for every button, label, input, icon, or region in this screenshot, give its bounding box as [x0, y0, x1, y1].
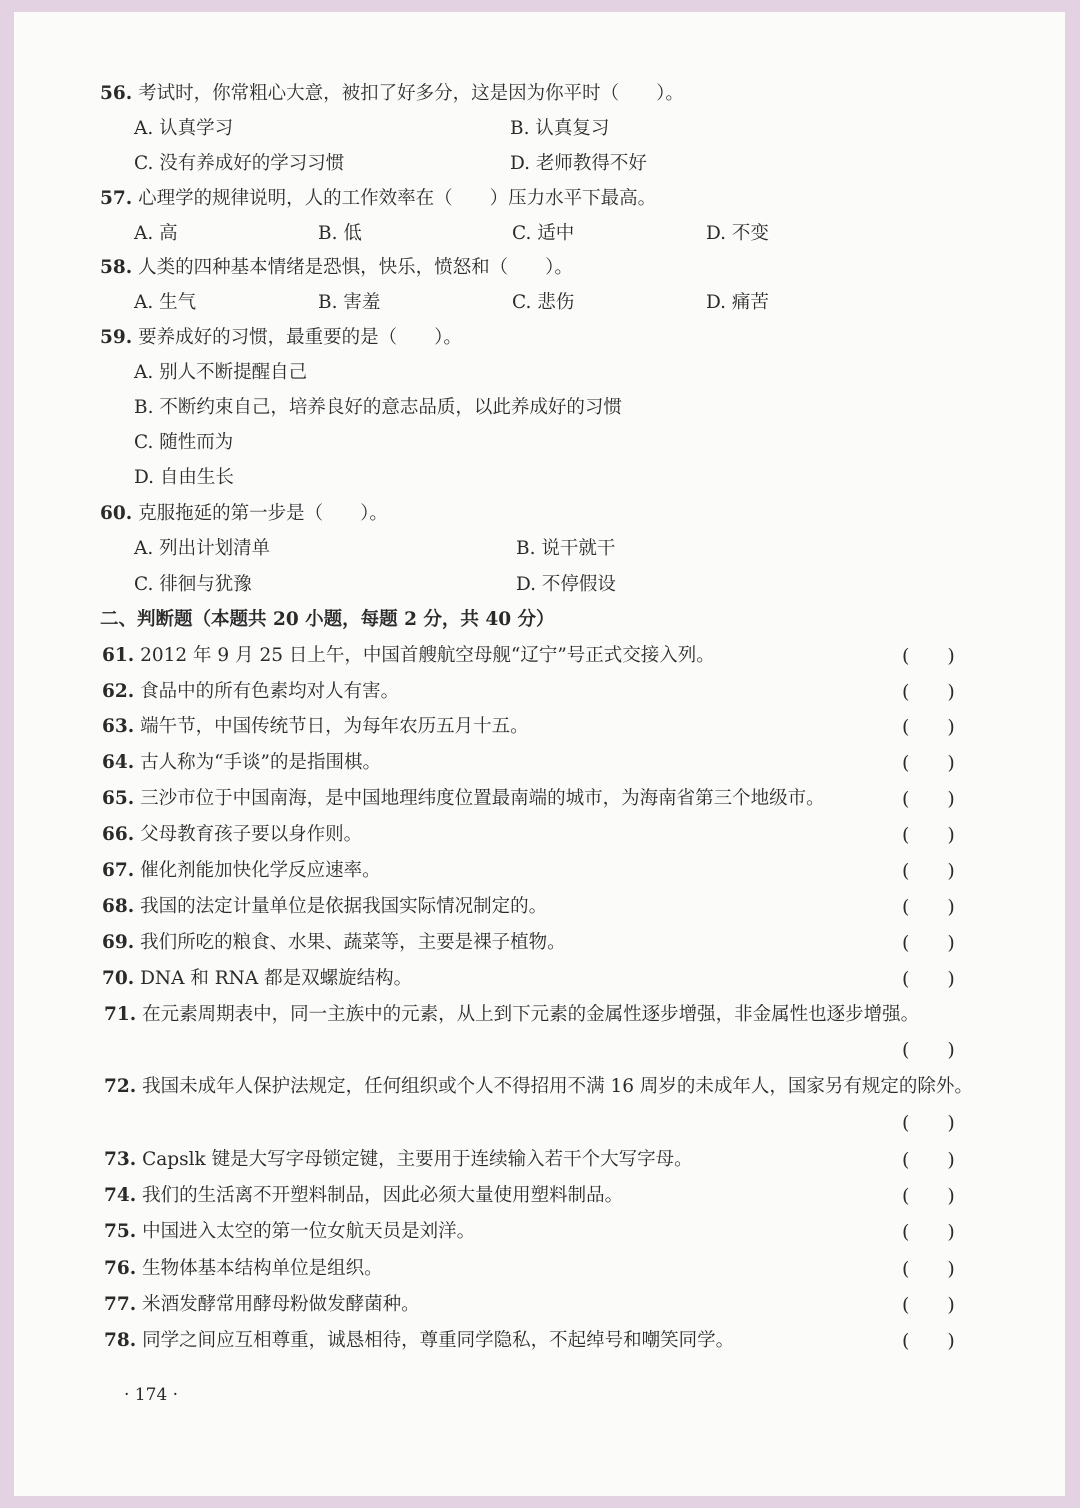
- question-text: 催化剂能加快化学反应速率。: [140, 860, 381, 881]
- question-75: [104, 1220, 475, 1244]
- question-72: [104, 1075, 973, 1099]
- question-number: 57.: [100, 188, 133, 209]
- exam-page: [14, 12, 1065, 1496]
- option-57-c: C. 适中: [512, 223, 575, 244]
- question-text: Capslk 键是大写字母锁定键，主要用于连续输入若干个大写字母。: [142, 1149, 693, 1170]
- question-stem: 克服拖延的第一步是（ ）。: [138, 503, 388, 524]
- question-text: 我们所吃的粮食、水果、蔬菜等，主要是裸子植物。: [140, 932, 566, 953]
- question-69: [102, 931, 566, 955]
- option-58-d: D. 痛苦: [706, 292, 769, 313]
- question-74: [104, 1184, 623, 1208]
- question-text: 米酒发酵常用酵母粉做发酵菌种。: [142, 1294, 420, 1315]
- question-number: 63.: [102, 716, 135, 737]
- option-57-d: D. 不变: [706, 223, 769, 244]
- question-stem: 人类的四种基本情绪是恐惧，快乐，愤怒和（ ）。: [138, 257, 573, 278]
- answer-blank-63[interactable]: ( ): [902, 716, 955, 738]
- question-text: 生物体基本结构单位是组织。: [142, 1258, 383, 1279]
- answer-blank-67[interactable]: ( ): [902, 860, 955, 882]
- option-60-b: B. 说干就干: [516, 538, 616, 559]
- question-66: [102, 823, 362, 847]
- question-63: [102, 715, 529, 739]
- question-number: 71.: [104, 1004, 137, 1025]
- option-58-c: C. 悲伤: [512, 292, 575, 313]
- question-number: 68.: [102, 896, 135, 917]
- option-60-a: A. 列出计划清单: [134, 538, 271, 559]
- section-title: 二、判断题（本题共 20 小题，每题 2 分，共 40 分）: [100, 609, 555, 630]
- answer-blank-70[interactable]: ( ): [902, 968, 955, 990]
- question-stem: 要养成好的习惯，最重要的是（ ）。: [138, 327, 462, 348]
- question-68: [102, 895, 547, 919]
- option-56-a: A. 认真学习: [134, 118, 234, 139]
- question-57: [100, 187, 656, 211]
- option-60-d: D. 不停假设: [516, 574, 616, 595]
- question-71: [104, 1003, 919, 1027]
- question-number: 61.: [102, 645, 135, 666]
- question-73: [104, 1148, 693, 1172]
- question-text: 我们的生活离不开塑料制品，因此必须大量使用塑料制品。: [142, 1185, 624, 1206]
- answer-blank-74[interactable]: ( ): [902, 1185, 955, 1207]
- question-text: 端午节，中国传统节日，为每年农历五月十五。: [140, 716, 529, 737]
- question-64: [102, 751, 381, 775]
- question-text: 在元素周期表中，同一主族中的元素，从上到下元素的金属性逐步增强，非金属性也逐步增强。: [142, 1004, 920, 1025]
- question-text: DNA 和 RNA 都是双螺旋结构。: [140, 968, 413, 989]
- question-number: 62.: [102, 681, 135, 702]
- question-70: [102, 967, 412, 991]
- question-56: [100, 82, 684, 106]
- answer-blank-62[interactable]: ( ): [902, 681, 955, 703]
- answer-blank-69[interactable]: ( ): [902, 932, 955, 954]
- question-number: 66.: [102, 824, 135, 845]
- answer-blank-71[interactable]: ( ): [902, 1039, 955, 1061]
- answer-blank-68[interactable]: ( ): [902, 896, 955, 918]
- answer-blank-75[interactable]: ( ): [902, 1221, 955, 1243]
- question-number: 76.: [104, 1258, 137, 1279]
- option-59-d: D. 自由生长: [134, 467, 234, 488]
- question-number: 72.: [104, 1076, 137, 1097]
- question-61: [102, 644, 715, 668]
- question-text: 我国未成年人保护法规定，任何组织或个人不得招用不满 16 周岁的未成年人，国家另有规定的除外。: [142, 1076, 973, 1097]
- answer-blank-66[interactable]: ( ): [902, 824, 955, 846]
- answer-blank-64[interactable]: ( ): [902, 752, 955, 774]
- answer-blank-78[interactable]: ( ): [902, 1330, 955, 1352]
- page-number: · 174 ·: [124, 1385, 179, 1405]
- question-number: 67.: [102, 860, 135, 881]
- answer-blank-61[interactable]: ( ): [902, 645, 955, 667]
- question-67: [102, 859, 381, 883]
- question-number: 74.: [104, 1185, 137, 1206]
- option-57-a: A. 高: [134, 223, 178, 244]
- question-65: [102, 787, 825, 811]
- question-text: 中国进入太空的第一位女航天员是刘洋。: [142, 1221, 476, 1242]
- question-number: 56.: [100, 83, 133, 104]
- question-number: 78.: [104, 1330, 137, 1351]
- answer-blank-73[interactable]: ( ): [902, 1149, 955, 1171]
- question-text: 2012 年 9 月 25 日上午，中国首艘航空母舰“辽宁”号正式交接入列。: [140, 645, 715, 666]
- question-60: [100, 502, 388, 526]
- option-59-a: A. 别人不断提醒自己: [134, 362, 308, 383]
- question-58: [100, 256, 573, 280]
- question-text: 食品中的所有色素均对人有害。: [140, 681, 400, 702]
- option-56-c: C. 没有养成好的学习习惯: [134, 153, 345, 174]
- option-59-c: C. 随性而为: [134, 432, 234, 453]
- question-number: 77.: [104, 1294, 137, 1315]
- question-text: 同学之间应互相尊重，诚恳相待，尊重同学隐私，不起绰号和嘲笑同学。: [142, 1330, 735, 1351]
- question-77: [104, 1293, 420, 1317]
- question-number: 59.: [100, 327, 133, 348]
- question-number: 75.: [104, 1221, 137, 1242]
- option-60-c: C. 徘徊与犹豫: [134, 574, 252, 595]
- question-stem: 考试时，你常粗心大意，被扣了好多分，这是因为你平时（ ）。: [138, 83, 684, 104]
- question-text: 我国的法定计量单位是依据我国实际情况制定的。: [140, 896, 548, 917]
- option-59-b: B. 不断约束自己，培养良好的意志品质，以此养成好的习惯: [134, 397, 622, 418]
- question-62: [102, 680, 399, 704]
- question-number: 73.: [104, 1149, 137, 1170]
- question-number: 58.: [100, 257, 133, 278]
- option-56-d: D. 老师教得不好: [510, 153, 647, 174]
- question-text: 三沙市位于中国南海，是中国地理纬度位置最南端的城市，为海南省第三个地级市。: [140, 788, 825, 809]
- question-number: 69.: [102, 932, 135, 953]
- answer-blank-72[interactable]: ( ): [902, 1112, 955, 1134]
- option-56-b: B. 认真复习: [510, 118, 610, 139]
- question-number: 70.: [102, 968, 135, 989]
- question-78: [104, 1329, 734, 1353]
- question-76: [104, 1257, 383, 1281]
- answer-blank-76[interactable]: ( ): [902, 1258, 955, 1280]
- question-number: 65.: [102, 788, 135, 809]
- answer-blank-77[interactable]: ( ): [902, 1294, 955, 1316]
- question-text: 父母教育孩子要以身作则。: [140, 824, 363, 845]
- option-57-b: B. 低: [318, 223, 362, 244]
- answer-blank-65[interactable]: ( ): [902, 788, 955, 810]
- question-number: 60.: [100, 503, 133, 524]
- option-58-b: B. 害羞: [318, 292, 381, 313]
- option-58-a: A. 生气: [134, 292, 197, 313]
- question-stem: 心理学的规律说明，人的工作效率在（ ）压力水平下最高。: [138, 188, 657, 209]
- question-text: 古人称为“手谈”的是指围棋。: [140, 752, 381, 773]
- question-59: [100, 326, 462, 350]
- question-number: 64.: [102, 752, 135, 773]
